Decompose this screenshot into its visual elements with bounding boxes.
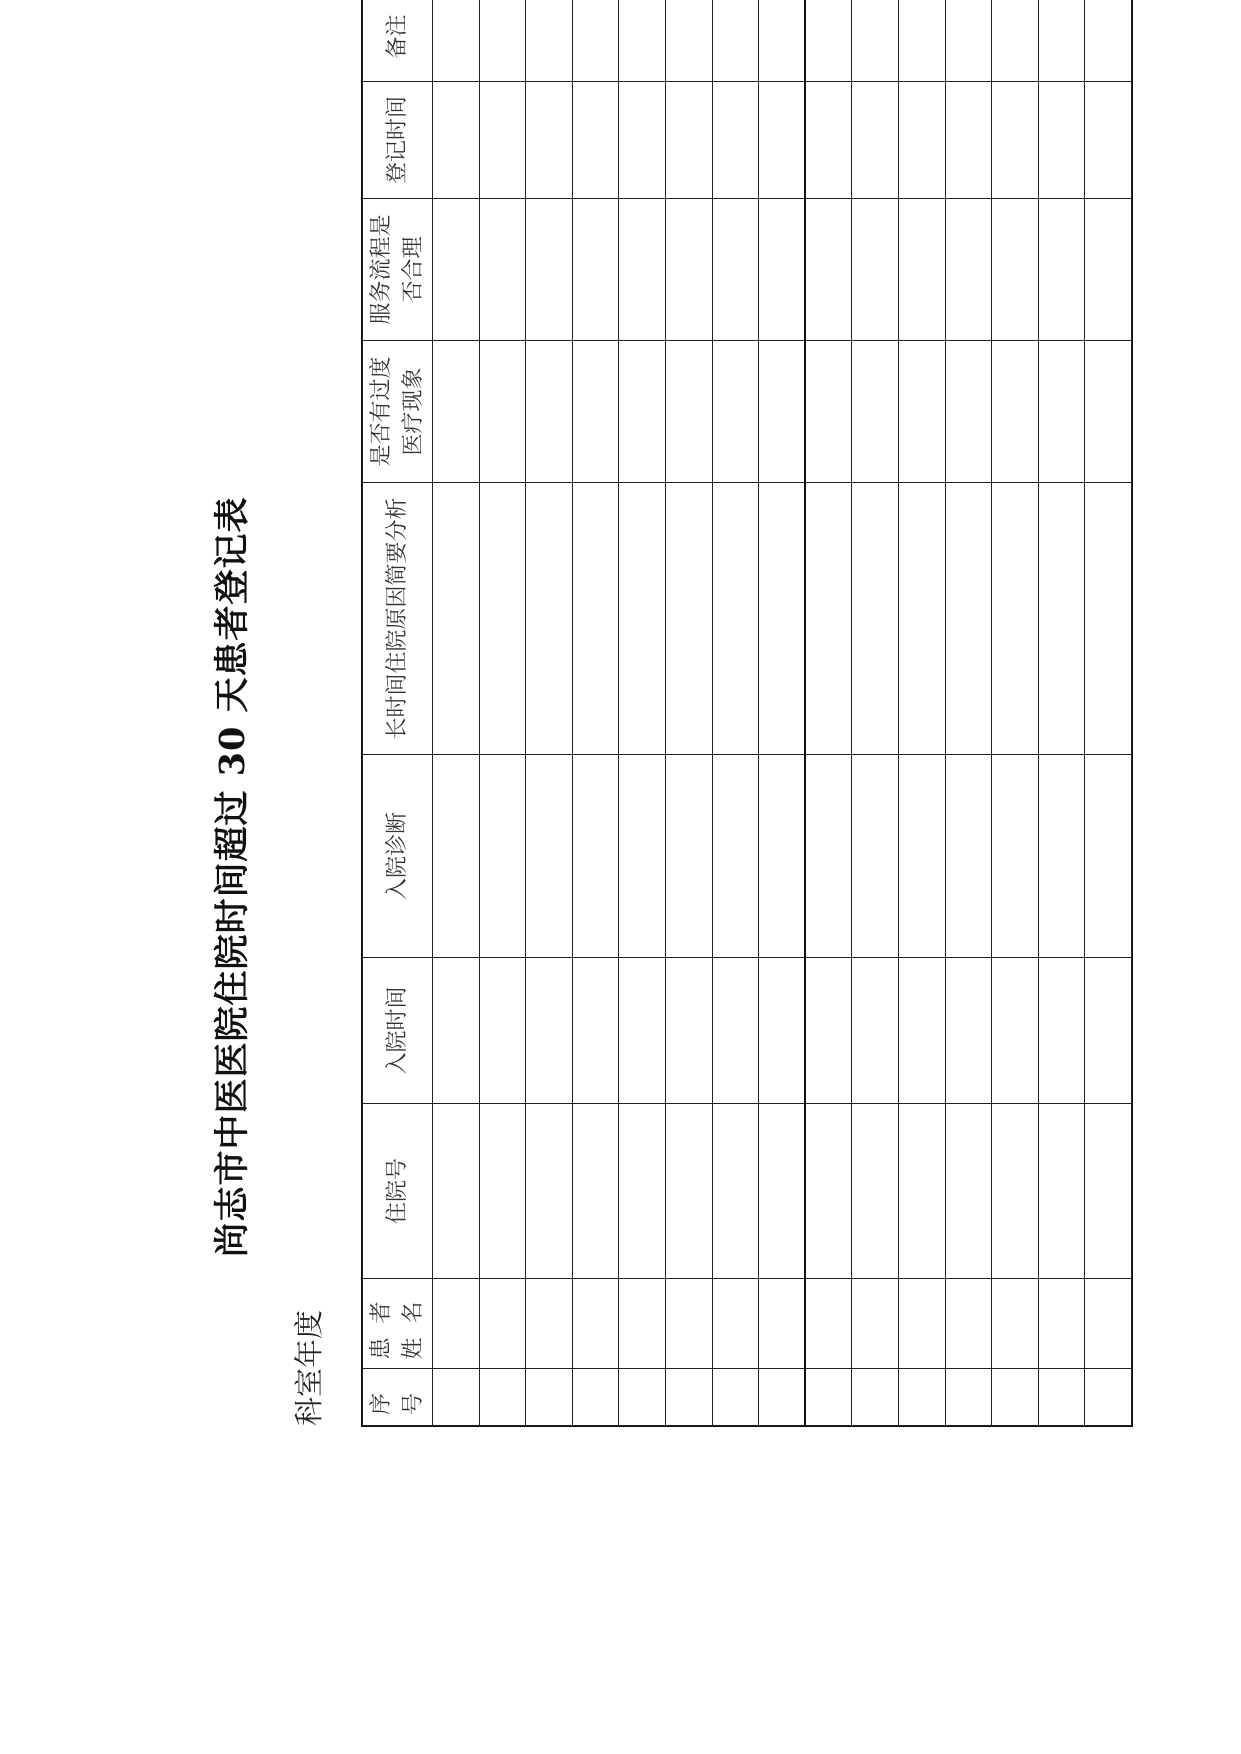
table-cell <box>433 1279 480 1369</box>
table-cell <box>852 958 899 1104</box>
table-cell <box>759 1104 806 1279</box>
table-cell <box>805 958 852 1104</box>
table-cell <box>898 1104 945 1279</box>
table-cell <box>852 341 899 483</box>
header-registration-time: 登记时间 <box>363 82 433 199</box>
table-cell <box>572 1104 619 1279</box>
table-cell <box>572 199 619 341</box>
table-cell <box>992 199 1039 341</box>
table-cell <box>1038 1369 1085 1426</box>
table-cell <box>619 755 666 958</box>
table-cell <box>712 483 759 755</box>
table-cell <box>619 82 666 199</box>
table-cell <box>526 82 573 199</box>
table-cell <box>619 1279 666 1369</box>
table-cell <box>1085 0 1132 82</box>
table-cell <box>479 1369 526 1426</box>
table-cell <box>619 341 666 483</box>
table-cell <box>805 755 852 958</box>
table-row <box>992 0 1039 1426</box>
table-cell <box>572 1279 619 1369</box>
table-cell <box>898 1279 945 1369</box>
table-cell <box>1038 341 1085 483</box>
table-cell <box>945 82 992 199</box>
table-cell <box>479 199 526 341</box>
table-cell <box>805 1104 852 1279</box>
table-cell <box>805 82 852 199</box>
table-cell <box>572 483 619 755</box>
table-cell <box>759 1369 806 1426</box>
table-cell <box>479 341 526 483</box>
table-cell <box>665 341 712 483</box>
table-cell <box>945 0 992 82</box>
table-cell <box>526 341 573 483</box>
header-long-stay-reason: 长时间住院原因简要分析 <box>363 483 433 755</box>
table-cell <box>665 483 712 755</box>
table-cell <box>572 341 619 483</box>
table-cell <box>1038 82 1085 199</box>
table-cell <box>852 1279 899 1369</box>
table-cell <box>712 755 759 958</box>
table-row <box>805 0 852 1426</box>
table-row <box>619 0 666 1426</box>
table-cell <box>945 199 992 341</box>
table-cell <box>805 199 852 341</box>
table-cell <box>1085 1279 1132 1369</box>
table-cell <box>526 483 573 755</box>
table-cell <box>526 755 573 958</box>
header-admission-time: 入院时间 <box>363 958 433 1104</box>
table-cell <box>945 1104 992 1279</box>
table-cell <box>1038 0 1085 82</box>
table-header-row <box>363 0 433 1426</box>
table-cell <box>898 755 945 958</box>
header-serial-number: 序号 <box>363 1369 433 1426</box>
table-cell <box>572 1369 619 1426</box>
table-cell <box>433 1104 480 1279</box>
table-cell <box>992 1369 1039 1426</box>
table-cell <box>619 958 666 1104</box>
table-cell <box>665 1369 712 1426</box>
table-cell <box>433 341 480 483</box>
table-cell <box>665 199 712 341</box>
table-cell <box>992 958 1039 1104</box>
table-cell <box>712 199 759 341</box>
table-cell <box>852 1369 899 1426</box>
table-cell <box>433 483 480 755</box>
table-row <box>712 0 759 1426</box>
table-cell <box>433 82 480 199</box>
table-cell <box>898 341 945 483</box>
table-cell <box>572 755 619 958</box>
table-row <box>852 0 899 1426</box>
table-cell <box>479 1104 526 1279</box>
table-body <box>433 0 1132 1426</box>
header-overtreatment: 是否有过度医疗现象 <box>363 341 433 483</box>
table-cell <box>759 82 806 199</box>
table-cell <box>1038 1279 1085 1369</box>
table-cell <box>526 1104 573 1279</box>
header-patient-name: 患者姓名 <box>363 1279 433 1369</box>
table-cell <box>1085 1369 1132 1426</box>
table-cell <box>992 0 1039 82</box>
table-row <box>572 0 619 1426</box>
table-cell <box>759 0 806 82</box>
table-cell <box>759 755 806 958</box>
table-cell <box>805 483 852 755</box>
table-cell <box>712 341 759 483</box>
table-cell <box>992 1279 1039 1369</box>
table-cell <box>945 341 992 483</box>
table-cell <box>898 82 945 199</box>
table-cell <box>852 1104 899 1279</box>
table-cell <box>1085 755 1132 958</box>
header-remarks: 备注 <box>363 0 433 82</box>
table-cell <box>852 0 899 82</box>
table-cell <box>665 82 712 199</box>
table-cell <box>1085 341 1132 483</box>
table-cell <box>852 755 899 958</box>
table-cell <box>479 0 526 82</box>
table-cell <box>852 199 899 341</box>
table-cell <box>898 0 945 82</box>
table-cell <box>805 1369 852 1426</box>
table-cell <box>433 199 480 341</box>
table-cell <box>805 341 852 483</box>
table-cell <box>945 483 992 755</box>
table-cell <box>992 755 1039 958</box>
header-admission-number: 住院号 <box>363 1104 433 1279</box>
table-cell <box>759 483 806 755</box>
table-cell <box>1038 958 1085 1104</box>
table-row <box>1038 0 1085 1426</box>
table-cell <box>479 755 526 958</box>
table-cell <box>526 0 573 82</box>
table-cell <box>433 1369 480 1426</box>
header-process-reasonable: 服务流程是否合理 <box>363 199 433 341</box>
table-cell <box>898 1369 945 1426</box>
table-cell <box>572 958 619 1104</box>
table-cell <box>759 341 806 483</box>
table-cell <box>665 958 712 1104</box>
table-cell <box>712 1369 759 1426</box>
table-cell <box>1085 82 1132 199</box>
table-cell <box>572 0 619 82</box>
table-cell <box>479 483 526 755</box>
department-year-label: 科室年度 <box>292 1309 326 1426</box>
table-row <box>433 0 480 1426</box>
table-row <box>898 0 945 1426</box>
table-cell <box>712 1279 759 1369</box>
form-title: 尚志市中医医院住院时间超过 30 天患者登记表 <box>212 496 253 1258</box>
table-cell <box>805 1279 852 1369</box>
table-cell <box>1085 483 1132 755</box>
table-cell <box>433 0 480 82</box>
table-cell <box>759 958 806 1104</box>
table-row <box>1085 0 1132 1426</box>
table-cell <box>992 1104 1039 1279</box>
header-admission-diagnosis: 入院诊断 <box>363 755 433 958</box>
table-cell <box>898 958 945 1104</box>
table-row <box>479 0 526 1426</box>
table-cell <box>898 199 945 341</box>
table-cell <box>712 958 759 1104</box>
table-cell <box>1085 1104 1132 1279</box>
table-row <box>945 0 992 1426</box>
table-cell <box>526 1279 573 1369</box>
table-cell <box>479 82 526 199</box>
table-cell <box>479 958 526 1104</box>
table-cell <box>992 82 1039 199</box>
table-cell <box>992 483 1039 755</box>
table-cell <box>433 958 480 1104</box>
table-cell <box>619 1369 666 1426</box>
table-cell <box>665 1279 712 1369</box>
table-cell <box>665 0 712 82</box>
table-cell <box>945 958 992 1104</box>
table-cell <box>805 0 852 82</box>
table-cell <box>945 1369 992 1426</box>
table-cell <box>1038 199 1085 341</box>
table-cell <box>712 1104 759 1279</box>
table-cell <box>1085 199 1132 341</box>
table-cell <box>1038 483 1085 755</box>
table-cell <box>852 82 899 199</box>
table-cell <box>712 82 759 199</box>
registration-table <box>362 0 1132 1426</box>
table-cell <box>433 755 480 958</box>
table-cell <box>665 1104 712 1279</box>
table-cell <box>526 958 573 1104</box>
table-cell <box>526 1369 573 1426</box>
table-cell <box>619 1104 666 1279</box>
table-cell <box>1085 958 1132 1104</box>
table-cell <box>479 1279 526 1369</box>
table-cell <box>619 199 666 341</box>
table-cell <box>619 483 666 755</box>
table-cell <box>1038 755 1085 958</box>
table-cell <box>992 341 1039 483</box>
table-cell <box>945 755 992 958</box>
table-cell <box>572 82 619 199</box>
table-row <box>526 0 573 1426</box>
table-cell <box>619 0 666 82</box>
table-cell <box>712 0 759 82</box>
table-cell <box>1038 1104 1085 1279</box>
table-row <box>759 0 806 1426</box>
table-cell <box>526 199 573 341</box>
table-cell <box>665 755 712 958</box>
table-cell <box>898 483 945 755</box>
table-cell <box>759 199 806 341</box>
table-row <box>665 0 712 1426</box>
table-cell <box>852 483 899 755</box>
table-cell <box>759 1279 806 1369</box>
table-cell <box>945 1279 992 1369</box>
